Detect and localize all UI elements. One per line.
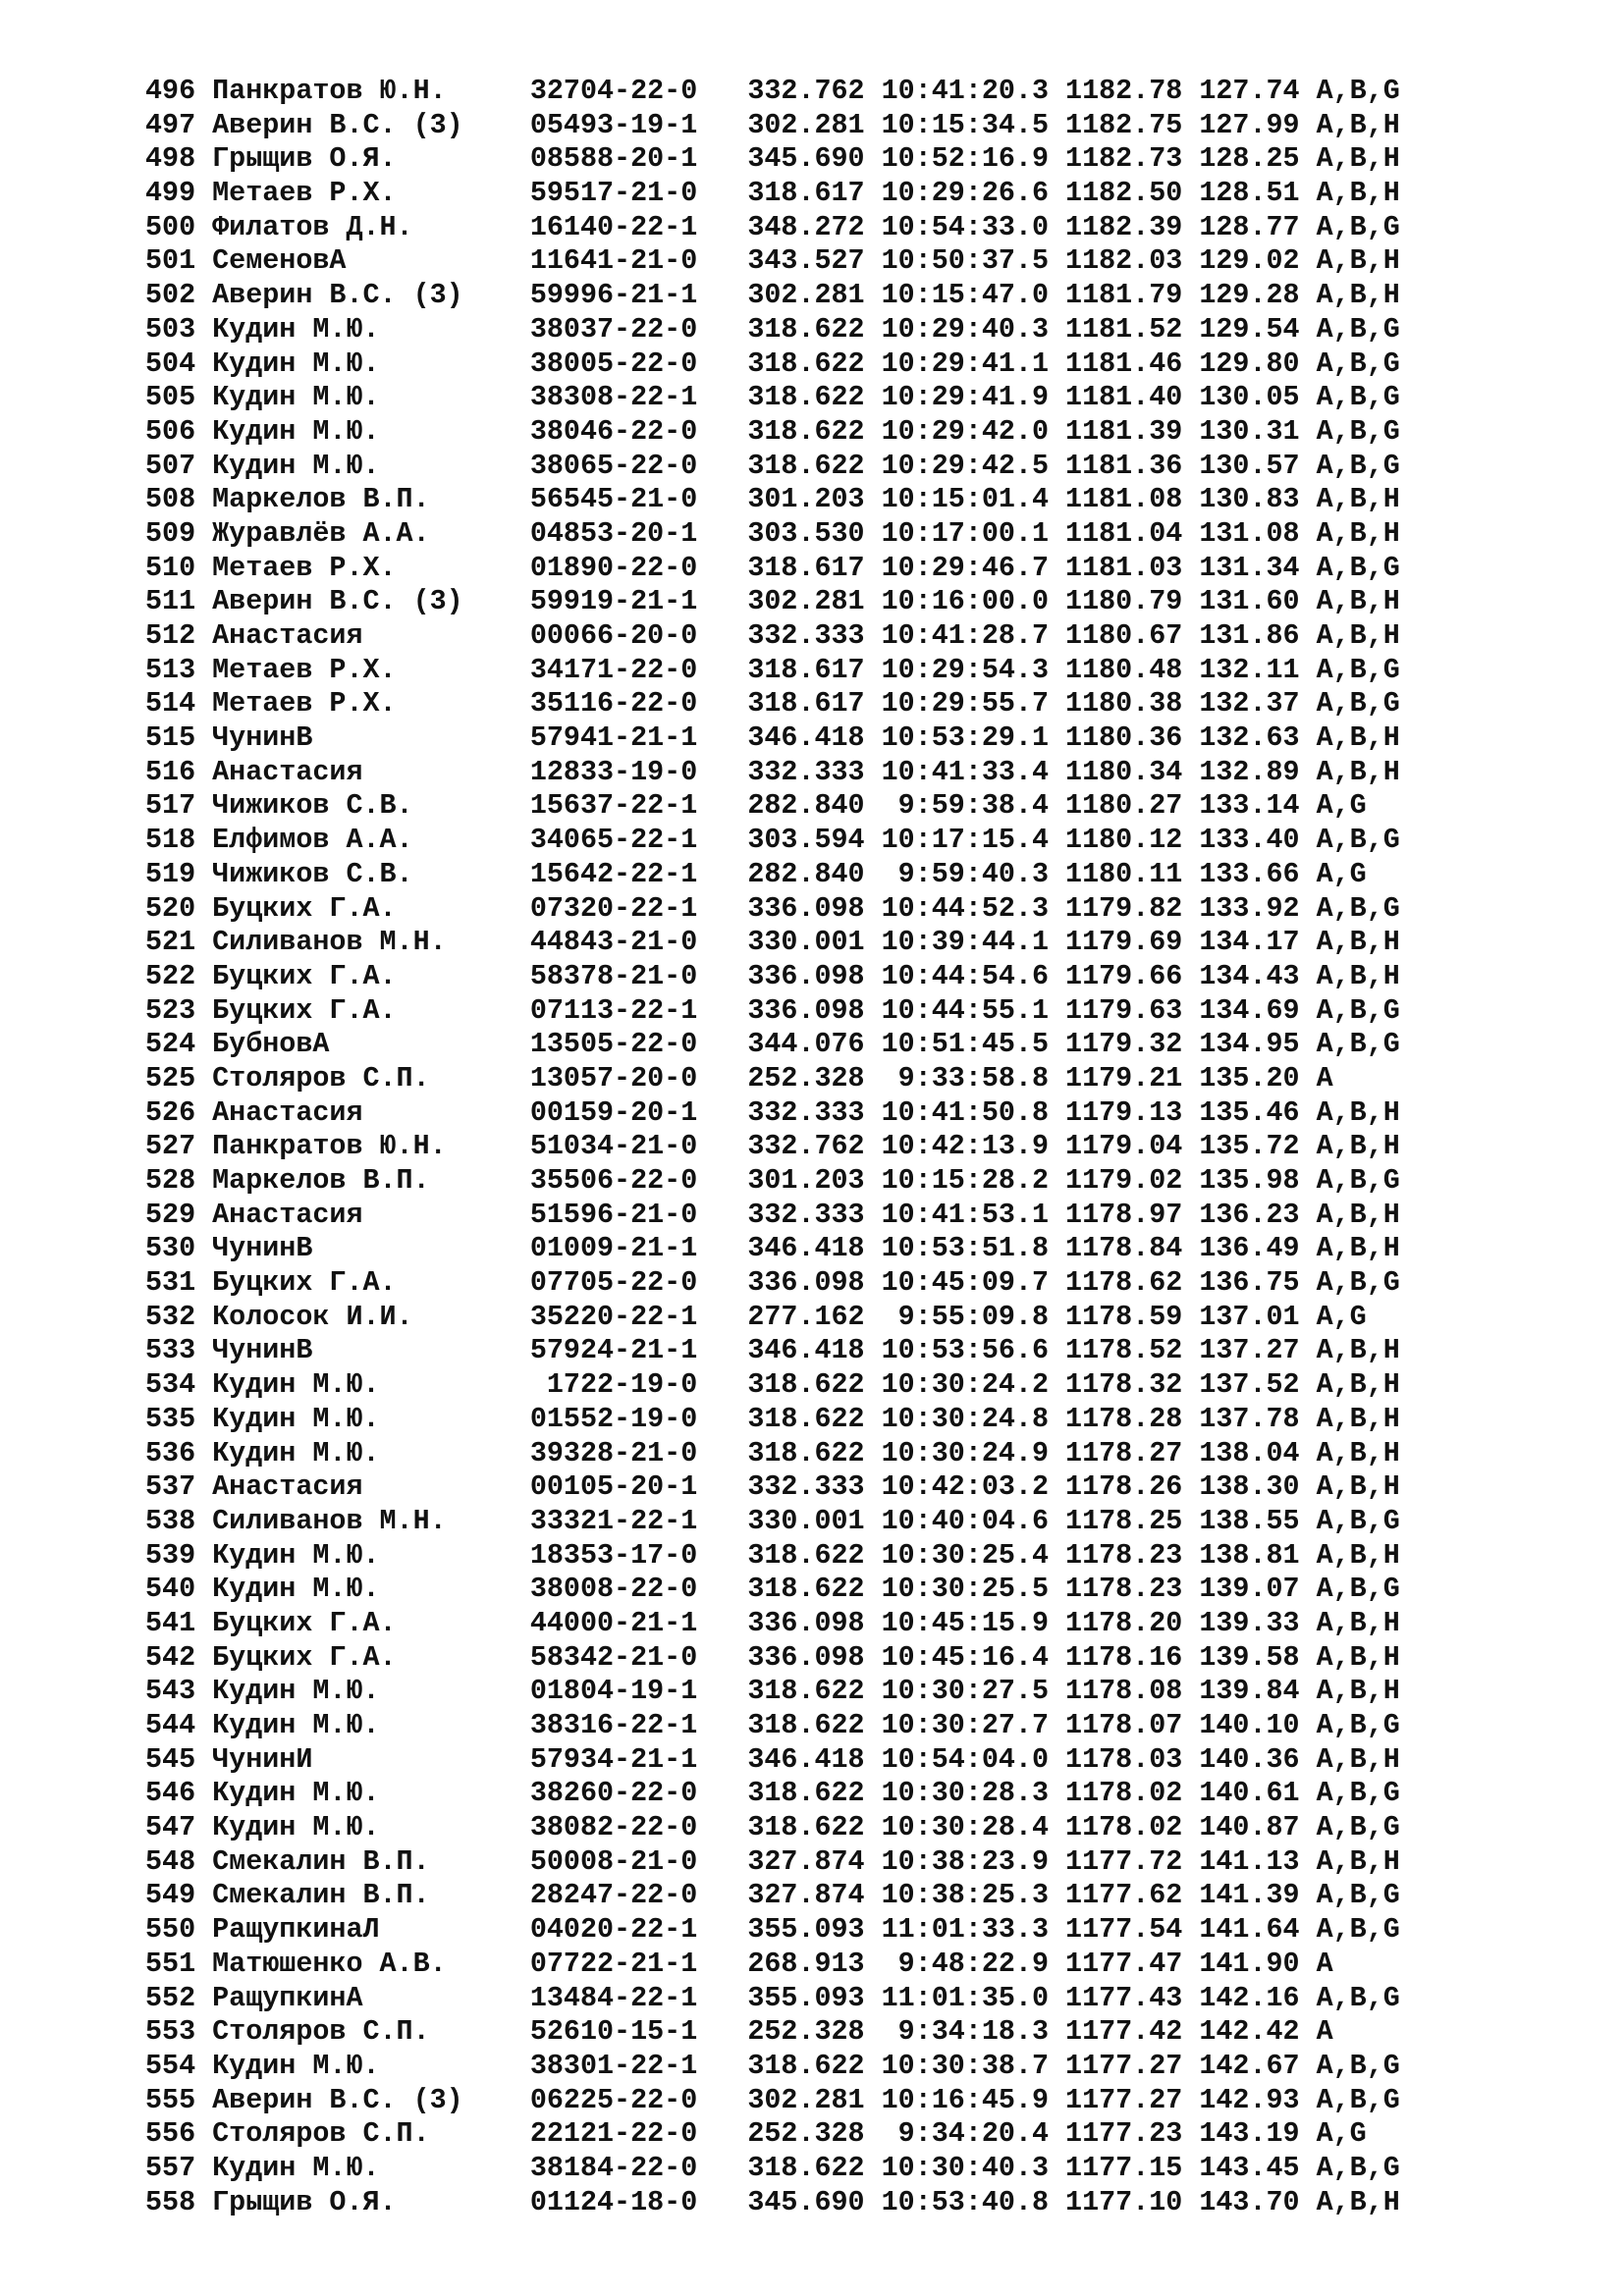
table-row: 542 Буцких Г.А. 58342-21-0 336.098 10:45:16.4 1178.16 139.58 A,B,H [145,1640,1400,1674]
table-row: 538 Силиванов М.Н. 33321-22-1 330.001 10:40:04.6 1178.25 138.55 A,B,G [145,1504,1400,1537]
table-row: 497 Аверин В.С. (3) 05493-19-1 302.281 10:15:34.5 1182.75 127.99 A,B,H [145,108,1400,141]
table-row: 545 ЧунинИ 57934-21-1 346.418 10:54:04.0 1178.03 140.36 A,B,H [145,1742,1400,1776]
table-row: 551 Матюшенко А.В. 07722-21-1 268.913 9:48:22.9 1177.47 141.90 A [145,1947,1333,1980]
table-row: 518 Елфимов А.А. 34065-22-1 303.594 10:17:15.4 1180.12 133.40 A,B,G [145,824,1400,857]
table-row: 503 Кудин М.Ю. 38037-22-0 318.622 10:29:40.3 1181.52 129.54 A,B,G [145,312,1400,346]
table-row: 501 СеменовА 11641-21-0 343.527 10:50:37.5 1182.03 129.02 A,B,H [145,244,1400,278]
table-row: 543 Кудин М.Ю. 01804-19-1 318.622 10:30:27.5 1178.08 139.84 A,B,H [145,1675,1400,1708]
table-row: 550 РащупкинаЛ 04020-22-1 355.093 11:01:33.3 1177.54 141.64 A,B,G [145,1913,1400,1947]
table-row: 546 Кудин М.Ю. 38260-22-0 318.622 10:30:28.3 1178.02 140.61 A,B,G [145,1777,1400,1810]
table-row: 531 Буцких Г.А. 07705-22-0 336.098 10:45:09.7 1178.62 136.75 A,B,G [145,1266,1400,1300]
table-row: 540 Кудин М.Ю. 38008-22-0 318.622 10:30:25.5 1178.23 139.07 A,B,G [145,1573,1400,1606]
table-row: 535 Кудин М.Ю. 01552-19-0 318.622 10:30:24.8 1178.28 137.78 A,B,H [145,1402,1400,1435]
table-row: 526 Анастасия 00159-20-1 332.333 10:41:50.8 1179.13 135.46 A,B,H [145,1095,1400,1129]
table-row: 513 Метаев Р.Х. 34171-22-0 318.617 10:29:54.3 1180.48 132.11 A,B,G [145,653,1400,686]
results-table [145,75,1569,2219]
table-row: 523 Буцких Г.А. 07113-22-1 336.098 10:44:55.1 1179.63 134.69 A,B,G [145,993,1400,1027]
table-row: 517 Чижиков С.В. 15637-22-1 282.840 9:59:38.4 1180.27 133.14 A,G [145,789,1367,823]
table-row: 504 Кудин М.Ю. 38005-22-0 318.622 10:29:41.1 1181.46 129.80 A,B,G [145,347,1400,380]
table-row: 530 ЧунинВ 01009-21-1 346.418 10:53:51.8 1178.84 136.49 A,B,H [145,1232,1400,1265]
table-row: 556 Столяров С.П. 22121-22-0 252.328 9:34:20.4 1177.23 143.19 A,G [145,2117,1367,2151]
table-row: 533 ЧунинВ 57924-21-1 346.418 10:53:56.6 1178.52 137.27 A,B,H [145,1334,1400,1367]
table-row: 532 Колосок И.И. 35220-22-1 277.162 9:55:09.8 1178.59 137.01 A,G [145,1300,1367,1333]
table-row: 511 Аверин В.С. (3) 59919-21-1 302.281 10:16:00.0 1180.79 131.60 A,B,H [145,585,1400,618]
table-row: 507 Кудин М.Ю. 38065-22-0 318.622 10:29:42.5 1181.36 130.57 A,B,G [145,449,1400,482]
table-row: 521 Силиванов М.Н. 44843-21-0 330.001 10:39:44.1 1179.69 134.17 A,B,H [145,926,1400,959]
table-row: 558 Грыщив О.Я. 01124-18-0 345.690 10:53:40.8 1177.10 143.70 A,B,H [145,2185,1400,2218]
table-row: 552 РащупкинА 13484-22-1 355.093 11:01:35.0 1177.43 142.16 A,B,G [145,1981,1400,2014]
table-row: 553 Столяров С.П. 52610-15-1 252.328 9:34:18.3 1177.42 142.42 A [145,2015,1333,2049]
table-row: 537 Анастасия 00105-20-1 332.333 10:42:03.2 1178.26 138.30 A,B,H [145,1470,1400,1504]
table-row: 510 Метаев Р.Х. 01890-22-0 318.617 10:29:46.7 1181.03 131.34 A,B,G [145,551,1400,584]
table-row: 508 Маркелов В.П. 56545-21-0 301.203 10:15:01.4 1181.08 130.83 A,B,H [145,483,1400,516]
table-row: 548 Смекалин В.П. 50008-21-0 327.874 10:38:23.9 1177.72 141.13 A,B,H [145,1844,1400,1878]
table-row: 525 Столяров С.П. 13057-20-0 252.328 9:33:58.8 1179.21 135.20 A [145,1061,1333,1095]
table-row: 515 ЧунинВ 57941-21-1 346.418 10:53:29.1 1180.36 132.63 A,B,H [145,721,1400,755]
table-row: 527 Панкратов Ю.Н. 51034-21-0 332.762 10:42:13.9 1179.04 135.72 A,B,H [145,1130,1400,1163]
table-row: 557 Кудин М.Ю. 38184-22-0 318.622 10:30:40.3 1177.15 143.45 A,B,G [145,2151,1400,2184]
table-row: 499 Метаев Р.Х. 59517-21-0 318.617 10:29:26.6 1182.50 128.51 A,B,H [145,177,1400,210]
table-row: 554 Кудин М.Ю. 38301-22-1 318.622 10:30:38.7 1177.27 142.67 A,B,G [145,2049,1400,2082]
table-row: 520 Буцких Г.А. 07320-22-1 336.098 10:44:52.3 1179.82 133.92 A,B,G [145,891,1400,925]
table-row: 539 Кудин М.Ю. 18353-17-0 318.622 10:30:25.4 1178.23 138.81 A,B,H [145,1538,1400,1572]
table-row: 505 Кудин М.Ю. 38308-22-1 318.622 10:29:41.9 1181.40 130.05 A,B,G [145,381,1400,414]
table-row: 549 Смекалин В.П. 28247-22-0 327.874 10:38:25.3 1177.62 141.39 A,B,G [145,1879,1400,1912]
table-row: 555 Аверин В.С. (3) 06225-22-0 302.281 10:16:45.9 1177.27 142.93 A,B,G [145,2083,1400,2116]
table-row: 519 Чижиков С.В. 15642-22-1 282.840 9:59:40.3 1180.11 133.66 A,G [145,857,1367,890]
table-row: 528 Маркелов В.П. 35506-22-0 301.203 10:15:28.2 1179.02 135.98 A,B,G [145,1164,1400,1197]
table-row: 498 Грыщив О.Я. 08588-20-1 345.690 10:52:16.9 1182.73 128.25 A,B,H [145,142,1400,176]
table-row: 534 Кудин М.Ю. 1722-19-0 318.622 10:30:24.2 1178.32 137.52 A,B,H [145,1368,1400,1402]
table-row: 506 Кудин М.Ю. 38046-22-0 318.622 10:29:42.0 1181.39 130.31 A,B,G [145,414,1400,448]
table-row: 500 Филатов Д.Н. 16140-22-1 348.272 10:54:33.0 1182.39 128.77 A,B,G [145,210,1400,243]
table-row: 516 Анастасия 12833-19-0 332.333 10:41:33.4 1180.34 132.89 A,B,H [145,755,1400,788]
table-row: 541 Буцких Г.А. 44000-21-1 336.098 10:45:15.9 1178.20 139.33 A,B,H [145,1606,1400,1639]
table-row: 529 Анастасия 51596-21-0 332.333 10:41:53.1 1178.97 136.23 A,B,H [145,1198,1400,1231]
table-row: 496 Панкратов Ю.Н. 32704-22-0 332.762 10:41:20.3 1182.78 127.74 A,B,G [145,75,1400,107]
table-row: 509 Журавлёв А.А. 04853-20-1 303.530 10:17:00.1 1181.04 131.08 A,B,H [145,516,1400,550]
table-row: 524 БубновА 13505-22-0 344.076 10:51:45.5 1179.32 134.95 A,B,G [145,1028,1400,1061]
table-row: 544 Кудин М.Ю. 38316-22-1 318.622 10:30:27.7 1178.07 140.10 A,B,G [145,1709,1400,1741]
table-row: 512 Анастасия 00066-20-0 332.333 10:41:28.7 1180.67 131.86 A,B,H [145,619,1400,652]
table-row: 536 Кудин М.Ю. 39328-21-0 318.622 10:30:24.9 1178.27 138.04 A,B,H [145,1436,1400,1469]
table-row: 514 Метаев Р.Х. 35116-22-0 318.617 10:29:55.7 1180.38 132.37 A,B,G [145,687,1400,721]
table-row: 502 Аверин В.С. (3) 59996-21-1 302.281 10:15:47.0 1181.79 129.28 A,B,H [145,279,1400,312]
table-row: 547 Кудин М.Ю. 38082-22-0 318.622 10:30:28.4 1178.02 140.87 A,B,G [145,1811,1400,1844]
table-row: 522 Буцких Г.А. 58378-21-0 336.098 10:44:54.6 1179.66 134.43 A,B,H [145,959,1400,992]
